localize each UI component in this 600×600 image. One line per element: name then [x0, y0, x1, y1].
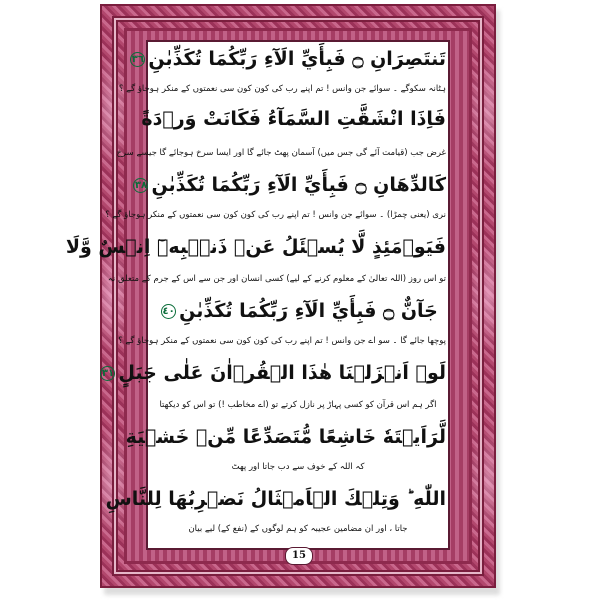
- translation-line-8: جاتا ، اور ان مضامین عجیبہ کو ہم لوگوں کے (نفع کے) لیے بیان: [188, 524, 408, 534]
- ayah-marker: ٣٦: [131, 54, 144, 65]
- ayah-marker: ٤٠: [162, 306, 175, 317]
- translation-line-1: ہٹانہ سکوگے ۔ سوائے جن وانس ! تم اپنے رب کی کون کون سی نعمتوں کے منکر ہوجاؤ گے ؟: [118, 84, 446, 94]
- verse-line-4: فَيَوۡمَئِذٍ لَّا يُسۡئَلُ عَنۡ ذَنۡۢبِهٖٓ اِنۡسٌ وَّلَا: [65, 236, 446, 258]
- verse-line-6: لَوۡ اَنۡزَلۡنَا هٰذَا الۡقُرۡاٰنَ عَلٰى جَبَلٍ٣١: [101, 362, 446, 384]
- translation-line-7: کہ اللہ کے خوف سے دب جاتا اور پھٹ: [231, 462, 365, 472]
- verse-line-2: فَاِذَا انْشَقَّتِ السَّمَآءُ فَكَانَتْ وَرۡدَةً: [141, 108, 446, 130]
- verse-line-8: اللّٰهِ ؕ وَتِلۡكَ الۡاَمۡثَالُ نَضۡرِبُهَا لِلنَّاسِ: [105, 488, 446, 510]
- translation-line-5: پوچھا جائے گا ۔ سو اے جن وانس ! تم اپنے رب کی کون کون سی نعمتوں کے منکر ہوجاؤ گے ؟: [118, 336, 446, 346]
- verse-line-1: تَنتَصِرَانِ ۝ فَبِأَيِّ الَآءِ رَبِّكُمَا تُكَذِّبٰنِ٣٦: [131, 48, 446, 70]
- ayah-marker: ٣١: [101, 368, 115, 379]
- translation-line-4: تو اس روز (اللہ تعالیٰ کے معلوم کرنے کے لیے) کسی انسان اور جن سے اس کے جرم کے متعلق نہ: [107, 274, 446, 284]
- verse-line-3: كَالدِّهَانِ ۝ فَبِأَيِّ الَآءِ رَبِّكُمَا تُكَذِّبٰنِ٣٨: [134, 174, 446, 196]
- text-panel: [65, 40, 450, 550]
- translation-line-3: نری (یعنی چمڑا) ۔ سوائے جن وانس ! تم اپنے رب کی کون کون سی نعمتوں کے منکر ہوجاؤ گے ؟: [105, 210, 446, 220]
- ayah-marker: ٣٨: [134, 180, 148, 191]
- translation-line-2: غرض جب (قیامت آئے گی جس میں) آسمان پھٹ جائے گا اور ایسا سرخ ہوجائے گا جیسے سرخ: [116, 148, 446, 158]
- translation-line-6: اگر ہم اس قرآن کو کسی پہاڑ پر نازل کرتے تو (اے مخاطب !) تو اس کو دیکھتا: [159, 400, 437, 410]
- verse-line-5: جَآنٌّ ۝ فَبِأَيِّ الَآءِ رَبِّكُمَا تُكَذِّبٰنِ٤٠: [162, 300, 438, 322]
- page-number: 15: [285, 547, 313, 565]
- verse-line-7: لَّرَاَيۡتَهٗ خَاشِعًا مُّتَصَدِّعًا مِّنۡ خَشۡيَةِ: [125, 426, 446, 448]
